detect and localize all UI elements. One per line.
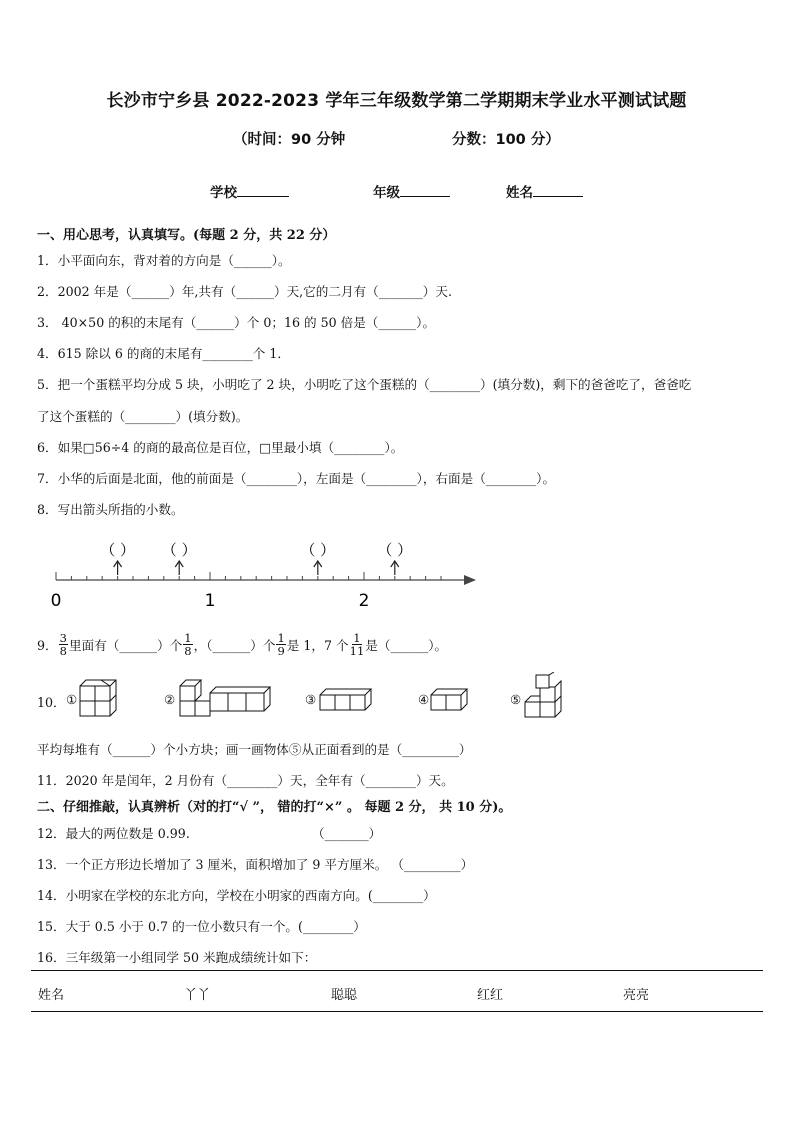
cube-figure-2: [180, 680, 270, 716]
cube-figure-1: [80, 680, 116, 716]
cube-figure-4: [431, 689, 467, 710]
table-top-border: [31, 970, 763, 971]
number-line-pointer: [100, 541, 135, 575]
figure-marker-1: ①: [66, 692, 78, 707]
q9-fraction-2: $\frac{1}{8}$: [184, 631, 192, 658]
cube-figures: [70, 672, 580, 728]
school-field[interactable]: [210, 181, 289, 201]
table-header-honghong: 红红: [477, 988, 504, 1003]
name-label: 姓名: [506, 185, 533, 201]
section1-heading: 一、用心思考，认真填写。(每题 2 分，共 22 分）: [37, 228, 336, 243]
page-title: 长沙市宁乡县 2022-2023 学年三年级数学第二学期期末学业水平测试试题: [106, 91, 687, 111]
q9-text-3: 是 1，7 个: [286, 638, 349, 653]
figure-marker-2: ②: [164, 692, 176, 707]
question-9: [37, 632, 447, 657]
number-line-arrowhead: [464, 575, 476, 585]
question-11: 11．2020 年是闰年，2 月份有（________）天，全年有（________）天。: [37, 773, 454, 788]
figure-marker-4: ④: [418, 692, 430, 707]
q9-fraction-3: $\frac{1}{9}$: [277, 631, 285, 658]
question-16: 16．三年级第一小组同学 50 米跑成绩统计如下：: [37, 950, 317, 965]
q9-prefix: 9．: [37, 638, 58, 653]
number-line-pointer: [377, 541, 412, 575]
figure-marker-5: ⑤: [510, 692, 522, 707]
q9-fraction-4: $\frac{1}{11}$: [349, 631, 365, 658]
section2-heading: 二、仔细推敲，认真辨析（对的打“√ ”， 错的打“×” 。 每题 2 分， 共 10 分)。: [37, 800, 512, 815]
table-header-yaya: 丫丫: [184, 988, 211, 1003]
name-field[interactable]: [506, 181, 583, 201]
number-line-label: 1: [204, 591, 216, 611]
question-2: 2．2002 年是（______）年,共有（______）天,它的二月有（_______）天.: [37, 284, 452, 299]
q9-text-4: 是（______）。: [365, 638, 448, 653]
question-10-prefix: 10．: [37, 695, 66, 710]
number-line-blank: （ ）: [161, 541, 197, 559]
question-10-text: 平均每堆有（______）个小方块；画一画物体⑤从正面看到的是（_________）: [37, 742, 472, 757]
question-5-line2: 了这个蛋糕的（________）(填分数)。: [37, 409, 249, 424]
exam-time: （时间：90 分钟: [233, 132, 346, 148]
grade-label: 年级: [373, 185, 400, 201]
number-line-pointer: [300, 541, 335, 575]
question-15: 15．大于 0.5 小于 0.7 的一位小数只有一个。(________）: [37, 919, 366, 934]
number-line: [40, 535, 490, 615]
question-12: 12．最大的两位数是 0.99.: [37, 826, 190, 841]
table-header-liangliang: 亮亮: [623, 988, 650, 1003]
table-header-congcong: 聪聪: [331, 988, 358, 1003]
grade-field[interactable]: [373, 181, 450, 201]
question-13: 13．一个正方形边长增加了 3 厘米，面积增加了 9 平方厘米。 （_________）: [37, 857, 474, 872]
question-5-line1: 5．把一个蛋糕平均分成 5 块，小明吃了 2 块，小明吃了这个蛋糕的（________）(填分数)，剩下的爸爸吃了，爸爸吃: [37, 377, 692, 392]
table-header-name: 姓名: [38, 988, 65, 1003]
q9-fraction-1: $\frac{3}{8}$: [59, 631, 67, 658]
number-line-label: 2: [358, 591, 370, 611]
question-6: 6．如果□56÷4 的商的最高位是百位，□里最小填（________）。: [37, 440, 404, 455]
question-4: 4．615 除以 6 的商的末尾有________个 1．: [37, 346, 290, 361]
number-line-blank: （ ）: [300, 541, 336, 559]
q9-text-2: ，（______）个: [193, 638, 276, 653]
question-12-blank[interactable]: （_______）: [312, 826, 382, 841]
question-8: 8．写出箭头所指的小数。: [37, 502, 184, 517]
cube-figure-3: [320, 689, 371, 710]
q9-text-1: 里面有（______）个: [68, 638, 183, 653]
question-1: 1．小平面向东，背对着的方向是（______）。: [37, 253, 291, 268]
question-14: 14．小明家在学校的东北方向，学校在小明家的西南方向。(________）: [37, 888, 436, 903]
question-7: 7．小华的后面是北面，他的前面是（________），左面是（________），右面是（________）。: [37, 471, 556, 486]
question-3: 3． 40×50 的积的末尾有（______）个 0；16 的 50 倍是（______）。: [37, 315, 436, 330]
table-row-border: [31, 1011, 763, 1012]
exam-score: 分数：100 分）: [452, 132, 560, 148]
number-line-label: 0: [50, 591, 62, 611]
figure-marker-3: ③: [305, 692, 317, 707]
cube-figure-5: [525, 672, 561, 717]
number-line-blank: （ ）: [377, 541, 413, 559]
number-line-blank: （ ）: [100, 541, 135, 559]
number-line-pointer: [162, 541, 197, 575]
school-label: 学校: [210, 185, 237, 201]
